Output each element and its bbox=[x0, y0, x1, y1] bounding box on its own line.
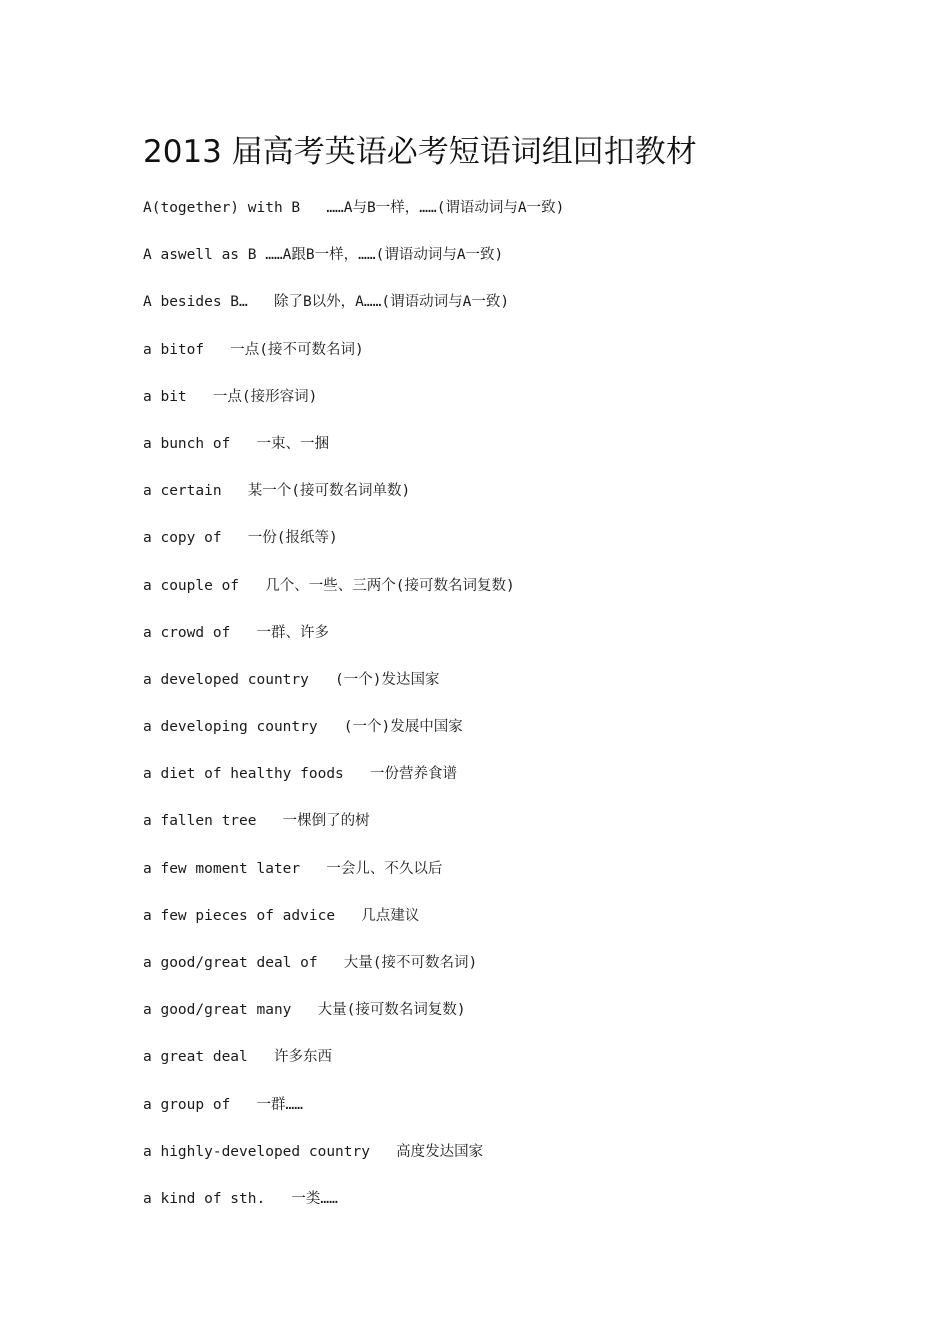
phrase-entry: A besides B… 除了B以外，A……(谓语动词与A一致) bbox=[143, 294, 510, 311]
phrase-entry: a bit 一点(接形容词) bbox=[143, 388, 318, 405]
phrase-entry: a kind of sth. 一类…… bbox=[143, 1190, 338, 1207]
phrase-entry: A(together) with B ……A与B一样，……(谓语动词与A一致) bbox=[143, 200, 565, 216]
phrase-entry: a bitof 一点(接不可数名词) bbox=[143, 341, 364, 358]
phrase-entry: a great deal 许多东西 bbox=[143, 1049, 332, 1066]
phrase-entry: a couple of 几个、一些、三两个(接可数名词复数) bbox=[143, 577, 515, 594]
phrase-entry: a bunch of 一束、一捆 bbox=[143, 435, 329, 452]
phrase-entry: a good/great deal of 大量(接不可数名词) bbox=[143, 955, 478, 971]
phrase-entry: a diet of healthy foods 一份营养食谱 bbox=[143, 766, 457, 783]
phrase-entry: a fallen tree 一棵倒了的树 bbox=[143, 813, 370, 830]
phrase-entry: a highly-developed country 高度发达国家 bbox=[143, 1143, 484, 1160]
phrase-entry: a crowd of 一群、许多 bbox=[143, 624, 329, 641]
phrase-entry: a group of 一群…… bbox=[143, 1096, 303, 1113]
phrase-list bbox=[143, 196, 564, 1234]
phrase-entry: a developed country (一个)发达国家 bbox=[143, 671, 440, 688]
phrase-entry: a developing country (一个)发展中国家 bbox=[143, 719, 463, 736]
phrase-entry: a few pieces of advice 几点建议 bbox=[143, 907, 420, 924]
phrase-entry: a certain 某一个(接可数名词单数) bbox=[143, 483, 411, 500]
phrase-entry: a good/great many 大量(接可数名词复数) bbox=[143, 1002, 466, 1019]
phrase-entry: a copy of 一份(报纸等) bbox=[143, 530, 338, 547]
phrase-entry: A aswell as B ……A跟B一样，……(谓语动词与A一致) bbox=[143, 247, 504, 264]
document-title: 2013 届高考英语必考短语词组回扣教材 bbox=[143, 134, 697, 170]
phrase-entry: a few moment later 一会儿、不久以后 bbox=[143, 860, 443, 877]
